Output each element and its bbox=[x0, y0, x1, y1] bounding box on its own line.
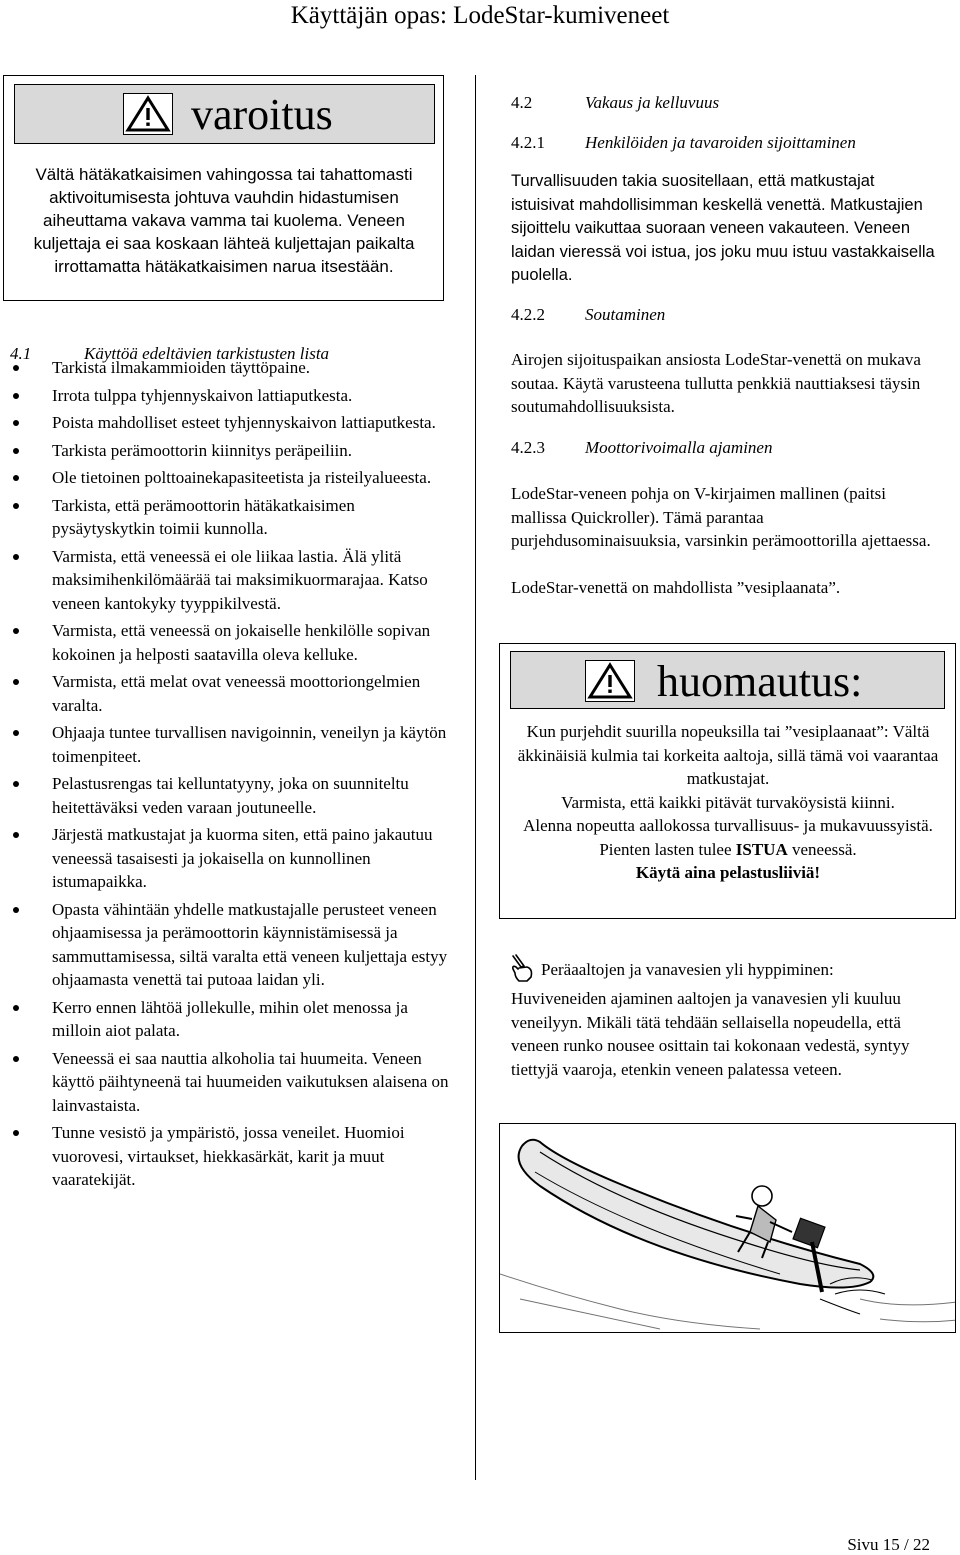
warning-text: Vältä hätäkatkaisimen vahingossa tai tahattomasti aktivoitumisesta johtuva vauhdin hidastumisen aiheuttama vakava vamma tai kuolema. Veneen kuljettaja ei saa koskaan lähteä kuljettajan paikalta irrottamatta hätäkatkaisimen narua itsestään. bbox=[33, 165, 415, 276]
bullet-icon bbox=[13, 420, 19, 426]
bullet-icon bbox=[13, 1005, 19, 1011]
checklist-item-text: Irrota tulppa tyhjennyskaivon lattiaputkesta. bbox=[52, 385, 353, 405]
checklist-item bbox=[10, 545, 450, 616]
checklist-item bbox=[10, 823, 450, 894]
note-box bbox=[499, 643, 956, 919]
section-title: Soutaminen bbox=[585, 305, 666, 324]
pointing-hand-icon bbox=[509, 953, 537, 983]
checklist-item bbox=[10, 466, 450, 490]
note-text bbox=[508, 720, 948, 885]
bullet-icon bbox=[13, 554, 19, 560]
checklist-item-text: Varmista, että veneessä on jokaiselle henkilölle sopivan kokoinen ja helposti saatavilla oleva kelluke. bbox=[52, 621, 431, 664]
checklist-item bbox=[10, 670, 450, 717]
checklist-item-text: Pelastusrengas tai kelluntatyyny, joka on suunniteltu heitettäväksi veden varaan joutuneelle. bbox=[52, 774, 409, 817]
checklist-item bbox=[10, 619, 450, 666]
note-line: Alenna nopeutta aallokossa turvallisuus- ja mukavuussyistä. bbox=[523, 816, 933, 835]
checklist-item bbox=[10, 384, 450, 408]
note-emphasis: ISTUA bbox=[735, 839, 788, 859]
section-4-2-1-text: Turvallisuuden takia suositellaan, että matkustajat istuisivat mahdollisimman keskellä venettä. Matkustajien sijoittelu vaikuttaa suoraan veneen vakauteen. Veneen laidan vieressä voi istua, jos joku muu istuu vastakkaisella puolella. bbox=[511, 172, 935, 284]
bullet-icon bbox=[13, 781, 19, 787]
warning-title: varoitus bbox=[191, 90, 333, 139]
bullet-icon bbox=[13, 503, 19, 509]
checklist-item bbox=[10, 494, 450, 541]
checklist-item-text: Varmista, että veneessä ei ole liikaa lastia. Älä ylitä maksimihenkilömäärää tai maksimikuormarajaa. Katso veneen kantokyky tyyppikilvestä. bbox=[52, 546, 428, 613]
section-4-2-heading bbox=[511, 93, 720, 113]
section-4-2-3-heading bbox=[511, 438, 773, 458]
bullet-icon bbox=[13, 393, 19, 399]
bullet-icon bbox=[13, 907, 19, 913]
checklist-item bbox=[10, 721, 450, 768]
checklist-item bbox=[10, 439, 450, 463]
tip-title: Peräaaltojen ja vanavesien yli hyppiminen: bbox=[541, 960, 834, 979]
section-4-2-2-text: Airojen sijoituspaikan ansiosta LodeStar-venettä on mukava soutaa. Käytä varusteena tullutta penkkiä nauttiaksesi täysin soutumahdollisuuksista. bbox=[511, 350, 921, 416]
section-number: 4.2 bbox=[511, 93, 533, 112]
checklist-item-text: Opasta vähintään yhdelle matkustajalle perusteet veneen ohjaamisessa ja perämoottorin käynnistämisessä ja sammuttamisessa, siltä varalta että veneen kuljettaja estyy ohjaamasta venettä tai putoaa laidan yli. bbox=[52, 899, 448, 989]
section-title: Henkilöiden ja tavaroiden sijoittaminen bbox=[585, 133, 856, 152]
checklist-item bbox=[10, 772, 450, 819]
bullet-icon bbox=[13, 730, 19, 736]
section-number: 4.2.2 bbox=[511, 305, 545, 324]
checklist-item-text: Varmista, että melat ovat veneessä moottoriongelmien varalta. bbox=[52, 672, 421, 715]
section-4-2-1-heading bbox=[511, 133, 856, 153]
checklist-item-text: Tarkista, että perämoottorin hätäkatkaisimen pysäytyskytkin toimii kunnolla. bbox=[52, 495, 355, 538]
bullet-icon bbox=[13, 1056, 19, 1062]
page-header: Käyttäjän opas: LodeStar-kumiveneet bbox=[290, 2, 670, 29]
section-4-2-2-heading bbox=[511, 305, 666, 325]
bullet-icon bbox=[13, 628, 19, 634]
section-4-2-3-text-2: LodeStar-venettä on mahdollista ”vesiplaanata”. bbox=[511, 578, 841, 597]
note-line: Varmista, että kaikki pitävät turvaköysistä kiinni. bbox=[561, 792, 895, 812]
note-title: huomautus: bbox=[657, 657, 863, 706]
section-title: Moottorivoimalla ajaminen bbox=[585, 438, 773, 457]
note-line: Käytä aina pelastusliiviä! bbox=[635, 863, 821, 882]
checklist-item-text: Ole tietoinen polttoainekapasiteetista ja risteilyalueesta. bbox=[52, 468, 432, 487]
bullet-icon bbox=[13, 832, 19, 838]
checklist-item-text: Ohjaaja tuntee turvallisen navigoinnin, veneilyn ja käytön toimenpiteet. bbox=[52, 723, 447, 766]
checklist-item bbox=[10, 411, 450, 435]
checklist-item-text: Poista mahdolliset esteet tyhjennyskaivon lattiaputkesta. bbox=[52, 413, 436, 432]
bullet-icon bbox=[13, 1130, 19, 1136]
bullet-icon bbox=[13, 448, 19, 454]
checklist bbox=[10, 356, 450, 1196]
bullet-icon bbox=[13, 475, 19, 481]
checklist-item-text: Kerro ennen lähtöä jollekulle, mihin olet menossa ja milloin aiot palata. bbox=[52, 997, 408, 1040]
note-line bbox=[508, 838, 948, 862]
note-text-part: veneessä. bbox=[787, 839, 857, 859]
note-line: Kun purjehdit suurilla nopeuksilla tai ”vesiplaanaat”: Vältä äkkinäisiä kulmia tai korkeita aaltoja, sillä tämä voi vaarantaa matkustajat. bbox=[517, 722, 939, 788]
warning-box bbox=[3, 75, 444, 301]
column-divider bbox=[475, 75, 476, 1480]
section-4-2-3-text: LodeStar-veneen pohja on V-kirjaimen mallinen (paitsi mallissa Quickroller). Tämä parantaa purjehdusominaisuuksia, varsinkin perämoottorilla ajettaessa. bbox=[511, 484, 931, 550]
warning-triangle-icon bbox=[123, 93, 173, 135]
checklist-item bbox=[10, 1121, 450, 1192]
checklist-item bbox=[10, 898, 450, 992]
checklist-item-text: Veneessä ei saa nauttia alkoholia tai huumeita. Veneen käyttö päihtyneenä tai huumeiden vaikutuksen alaisena on lainvastaista. bbox=[52, 1048, 449, 1115]
checklist-item bbox=[10, 996, 450, 1043]
boat-illustration bbox=[499, 1123, 956, 1333]
warning-triangle-icon bbox=[585, 660, 635, 702]
boat-drawing bbox=[500, 1124, 956, 1333]
checklist-item-text: Tarkista perämoottorin kiinnitys peräpeiliin. bbox=[52, 440, 353, 460]
checklist-item-text: Tarkista ilmakammioiden täyttöpaine. bbox=[52, 358, 310, 377]
checklist-item-text: Järjestä matkustajat ja kuorma siten, että paino jakautuu veneessä tasaisesti ja jokaisella on kunnollinen istumapaikka. bbox=[52, 825, 433, 891]
section-number: 4.2.3 bbox=[511, 438, 545, 457]
note-text-part: Pienten lasten tulee bbox=[599, 839, 736, 859]
checklist-item bbox=[10, 356, 450, 380]
tip-text: Huviveneiden ajaminen aaltojen ja vanavesien yli kuuluu veneilyyn. Mikäli tätä tehdään sellaisella nopeudella, että veneen runko nousee osittain tai kokonaan vedestä, syntyy tiettyjä vaaroja, etenkin veneen palatessa veteen. bbox=[511, 989, 910, 1079]
section-title: Käyttöä edeltävien tarkistusten lista bbox=[84, 344, 330, 363]
bullet-icon bbox=[13, 365, 19, 371]
section-number: 4.2.1 bbox=[511, 133, 545, 152]
section-title: Vakaus ja kelluvuus bbox=[585, 93, 720, 112]
page-number: Sivu 15 / 22 bbox=[847, 1535, 930, 1554]
bullet-icon bbox=[13, 679, 19, 685]
warning-title-bar bbox=[14, 84, 435, 144]
note-title-bar bbox=[510, 651, 945, 709]
checklist-item-text: Tunne vesistö ja ympäristö, jossa veneilet. Huomioi vuorovesi, virtaukset, hiekkasärkät, karit ja muut vaaratekijät. bbox=[52, 1123, 405, 1189]
checklist-item bbox=[10, 1047, 450, 1118]
section-number: 4.1 bbox=[10, 344, 32, 363]
